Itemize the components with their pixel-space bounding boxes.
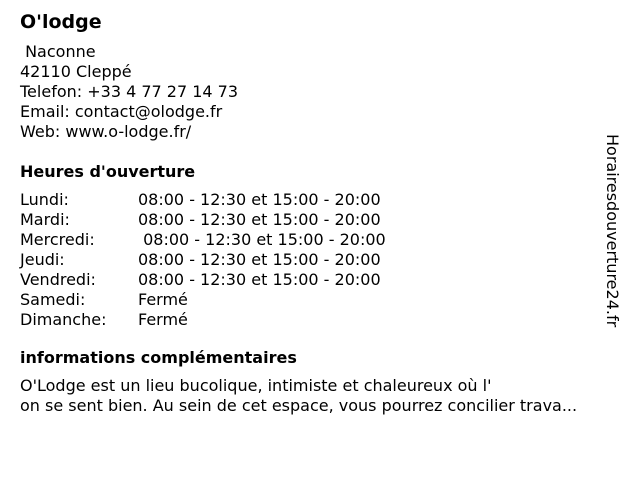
day-label: Samedi: (20, 290, 86, 309)
address-city: 42110 Cleppé (20, 62, 132, 81)
day-hours: 08:00 - 12:30 et 15:00 - 20:00 (138, 270, 381, 289)
day-hours: 08:00 - 12:30 et 15:00 - 20:00 (138, 210, 381, 229)
hours-row-dimanche (20, 310, 620, 330)
info-line: on se sent bien. Au sein de cet espace, vous pourrez concilier trava... (20, 396, 578, 415)
email-text: Email: contact@olodge.fr (20, 102, 223, 121)
info-description (20, 376, 620, 416)
business-name: O'lodge (20, 11, 102, 33)
hours-table (20, 190, 620, 330)
day-hours: Fermé (138, 290, 188, 309)
info-heading: informations complémentaires (20, 348, 297, 367)
address-block (20, 42, 620, 142)
phone-text: Telefon: +33 4 77 27 14 73 (20, 82, 239, 101)
hours-row-lundi (20, 190, 620, 210)
info-line: O'Lodge est un lieu bucolique, intimiste et chaleureux où l' (20, 376, 492, 395)
hours-row-mardi (20, 210, 620, 230)
day-hours: 08:00 - 12:30 et 15:00 - 20:00 (138, 250, 381, 269)
day-hours: 08:00 - 12:30 et 15:00 - 20:00 (138, 190, 381, 209)
day-label: Mardi: (20, 210, 70, 229)
day-label: Lundi: (20, 190, 69, 209)
web-text: Web: www.o-lodge.fr/ (20, 122, 192, 141)
day-label: Jeudi: (20, 250, 65, 269)
day-label: Mercredi: (20, 230, 95, 249)
hours-row-jeudi (20, 250, 620, 270)
hours-row-samedi (20, 290, 620, 310)
day-label: Dimanche: (20, 310, 107, 329)
site-credit-text: Horairesdouverture24.fr (603, 134, 622, 328)
day-hours: Fermé (138, 310, 188, 329)
day-hours: 08:00 - 12:30 et 15:00 - 20:00 (138, 230, 386, 249)
hours-row-mercredi (20, 230, 620, 250)
hours-row-vendredi (20, 270, 620, 290)
business-card (20, 10, 620, 416)
address-street: Naconne (20, 42, 96, 61)
day-label: Vendredi: (20, 270, 96, 289)
hours-heading: Heures d'ouverture (20, 162, 196, 181)
